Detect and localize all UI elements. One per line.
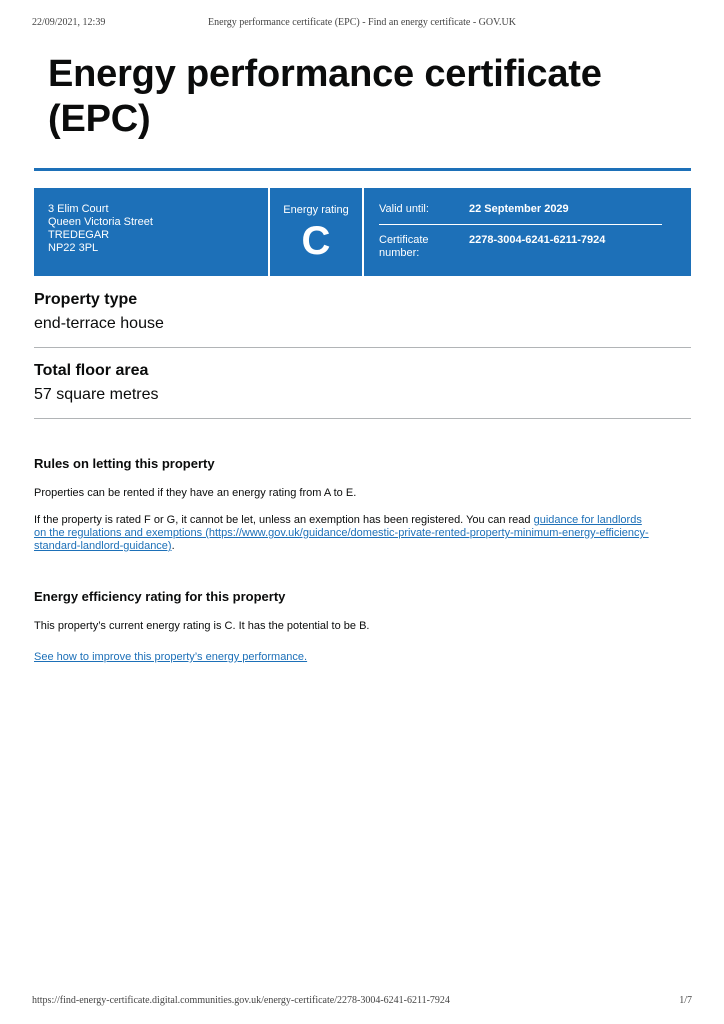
improve-performance-link[interactable]: See how to improve this property’s energy performance. — [34, 651, 308, 663]
floor-area-heading: Total floor area — [34, 362, 149, 379]
property-address — [48, 203, 153, 255]
property-type-value: end-terrace house — [34, 315, 164, 332]
page-title-line-1: Energy performance certificate — [48, 53, 602, 95]
page-title — [48, 52, 688, 142]
energy-rating-panel — [270, 188, 362, 276]
print-footer — [0, 995, 724, 1009]
letting-rules-para-2-text: If the property is rated F or G, it cannot be let, unless an exemption has been registered. You can read — [34, 514, 534, 526]
print-page-number: 1/7 — [679, 995, 692, 1006]
certificate-number-label — [379, 234, 429, 260]
energy-rating-letter: C — [301, 219, 331, 263]
efficiency-rating-heading: Energy efficiency rating for this property — [34, 589, 286, 604]
letting-rules-para-1: Properties can be rented if they have an energy rating from A to E. — [34, 487, 357, 499]
section-divider-1 — [34, 347, 691, 348]
letting-rules-para-2 — [34, 514, 694, 553]
property-type-heading: Property type — [34, 291, 138, 308]
floor-area-value: 57 square metres — [34, 386, 159, 403]
address-line-2: Queen Victoria Street — [48, 216, 153, 228]
landlord-guidance-link-line-1: guidance for landlords — [533, 514, 642, 526]
print-page-title: Energy performance certificate (EPC) - Find an energy certificate - GOV.UK — [208, 17, 516, 28]
energy-rating-label: Energy rating — [283, 204, 349, 216]
page-title-line-2: (EPC) — [48, 98, 151, 140]
certificate-label-line-1: Certificate — [379, 234, 429, 246]
letting-rules-heading: Rules on letting this property — [34, 456, 215, 471]
address-line-4: NP22 3PL — [48, 242, 99, 254]
address-line-1: 3 Elim Court — [48, 203, 109, 215]
info-divider — [379, 224, 662, 225]
valid-until-value: 22 September 2029 — [469, 203, 569, 215]
address-line-3: TREDEGAR — [48, 229, 110, 241]
certificate-number-value: 2278-3004-6241-6211-7924 — [469, 234, 606, 246]
landlord-guidance-link-line-3: standard-landlord-guidance) — [34, 540, 172, 552]
letting-rules-para-2-end: . — [171, 540, 175, 552]
landlord-guidance-link-line-2: on the regulations and exemptions (https://www.gov.uk/guidance/domestic-private-rented-property-minimum-energy-efficiency- — [34, 527, 649, 539]
section-divider-2 — [34, 418, 691, 419]
certificate-label-line-2: number: — [379, 247, 420, 259]
epc-summary-box — [34, 188, 691, 276]
print-url: https://find-energy-certificate.digital.communities.gov.uk/energy-certificate/2278-3004-6241-6211-7924 — [32, 995, 450, 1006]
title-divider — [34, 168, 691, 171]
print-header — [0, 17, 724, 31]
efficiency-rating-para: This property’s current energy rating is C. It has the potential to be B. — [34, 620, 370, 632]
improve-performance-paragraph — [34, 651, 694, 664]
summary-divider-2 — [362, 188, 364, 276]
valid-until-label: Valid until: — [379, 203, 429, 215]
print-datetime: 22/09/2021, 12:39 — [32, 17, 106, 28]
